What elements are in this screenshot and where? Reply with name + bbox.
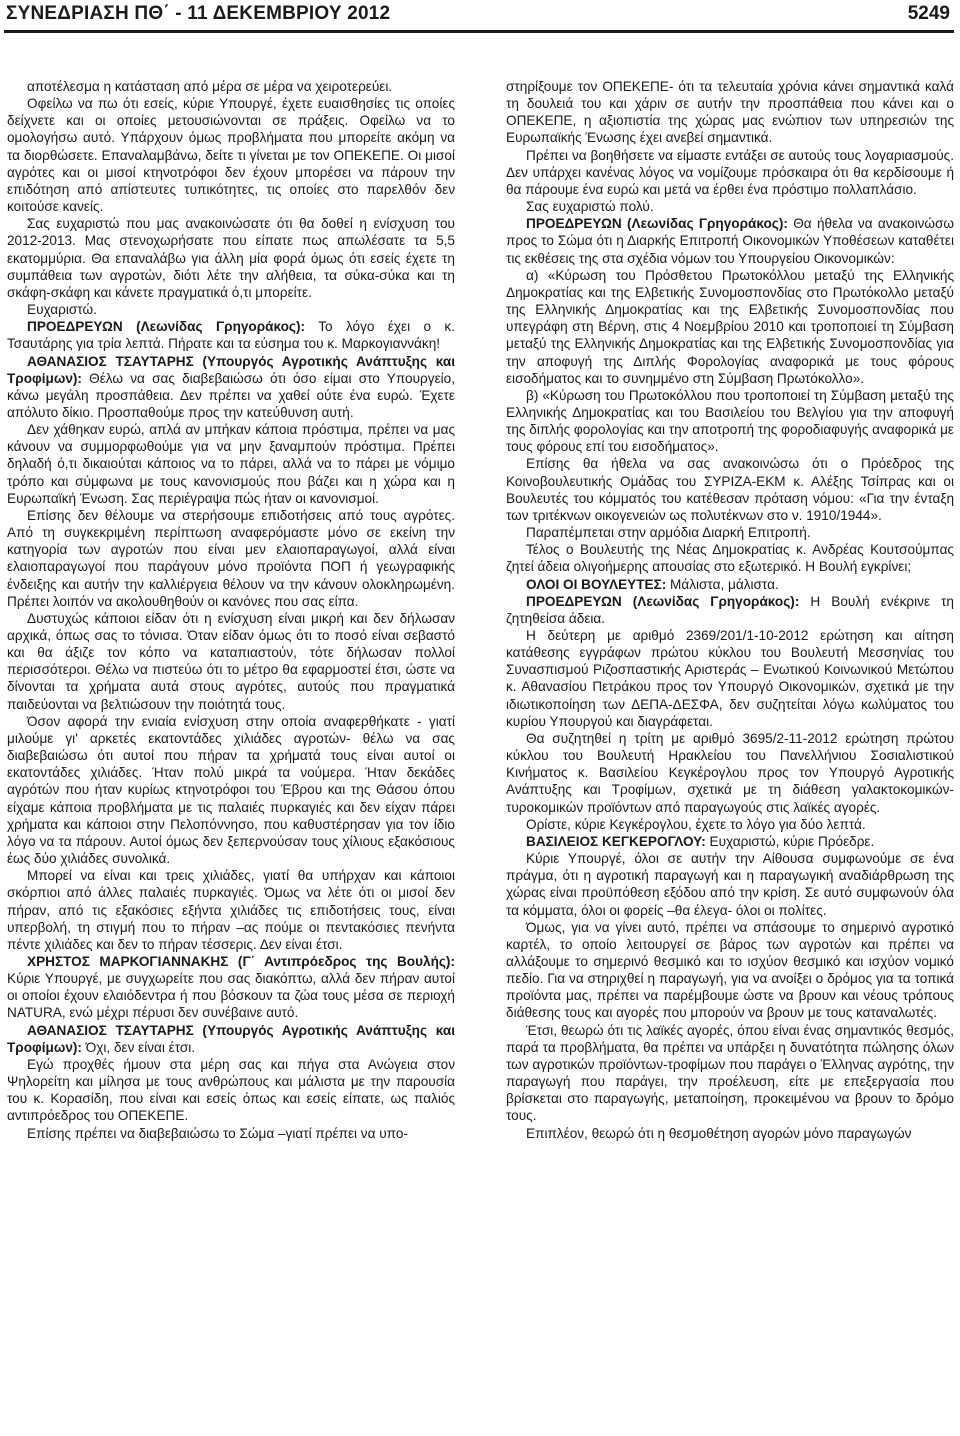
left-column bbox=[7, 78, 455, 1142]
speaker-name: ΒΑΣΙΛΕΙΟΣ ΚΕΓΚΕΡΟΓΛΟΥ: bbox=[526, 833, 706, 849]
paragraph bbox=[506, 267, 954, 387]
speaker-name: ΠΡΟΕΔΡΕΥΩΝ (Λεωνίδας Γρηγοράκος): bbox=[526, 593, 800, 609]
speaker-name: ΠΡΟΕΔΡΕΥΩΝ (Λεωνίδας Γρηγοράκος): bbox=[27, 319, 306, 335]
session-title: ΣΥΝΕΔΡΙΑΣΗ ΠΘ΄ - 11 ΔΕΚΕΜΒΡΙΟΥ 2012 bbox=[6, 3, 391, 24]
paragraph bbox=[7, 1022, 455, 1056]
paragraph bbox=[506, 78, 954, 147]
speaker-name: ΠΡΟΕΔΡΕΥΩΝ (Λεωνίδας Γρηγοράκος): bbox=[526, 216, 788, 232]
paragraph-text: Θέλω να σας διαβεβαιώσω ότι όσο είμαι στο Υπουργείο, κάνω μεγάλη προσπάθεια. Δεν πρέπει να χαθεί ούτε ένα ευρώ. Έχετε απόλυτο δίκιο. Προσπαθούμε προς την κατεύθυνση αυτή. bbox=[7, 370, 455, 420]
paragraph bbox=[7, 953, 455, 1022]
paragraph-text: Όμως, για να γίνει αυτό, πρέπει να σπάσουμε το σημερινό αγροτικό καρτέλ, το οποίο λειτουργεί σε βάρος των αγροτών και πρέπει να αλλάξουμε το σημερινό θεσμικό και το ισχύον θεσμικό και ισχύον νομικό πεδίο. Για να στηριχθεί η παραγωγή, για να ανοίξει ο δρόμος για τα τοπικά προϊόντα μας, πρέπει να παρέμβουμε ώστε να βρουν και νέους τρόπους διάθεσης τους και αγορές που μπορούν να βρουν με τους καταναλωτές. bbox=[506, 919, 954, 1021]
paragraph bbox=[7, 318, 455, 352]
paragraph bbox=[506, 850, 954, 919]
paragraph-text: Όχι, δεν είναι έτσι. bbox=[81, 1039, 196, 1055]
paragraph bbox=[506, 198, 954, 215]
paragraph-text: Το λόγο έχει ο κ. Τσαυτάρης για τρία λεπτά. Πήρατε και τα εύσημα του κ. Μαρκογιαννάκη! bbox=[7, 319, 455, 352]
paragraph bbox=[506, 730, 954, 816]
paragraph bbox=[7, 301, 455, 318]
header-rule bbox=[4, 30, 954, 33]
page-header bbox=[0, 0, 960, 42]
paragraph bbox=[506, 1022, 954, 1125]
paragraph bbox=[506, 833, 954, 850]
paragraph bbox=[506, 593, 954, 627]
paragraph bbox=[7, 78, 455, 95]
paragraph-text: Μπορεί να είναι και τρεις χιλιάδες, γιατί θα υπήρχαν και κάποιοι σκόρπιοι από άλλες παλαιές πυρκαγιές. Όμως να λέτε ότι οι μισοί δεν πήραν, από τις εξακόσιες εξήντα χιλιάδες τις επιδοτήσεις τους, είναι υπερβολή, τη στιγμή που το πήραν –ας πούμε οι πεντακόσιες πενήντα πέντε χιλιάδες και δεν το πήραν τέσσερις. Δεν είναι έτσι. bbox=[7, 868, 455, 952]
paragraph-text: Οφείλω να πω ότι εσείς, κύριε Υπουργέ, έχετε ευαισθησίες τις οποίες δείχνετε και οι οποίες μετουσιώνονται σε πράξεις. Οφείλω να το ομολογήσω αυτό. Υπάρχουν όμως προβλήματα που μπορείτε ακόμη να τα διορθώσετε. Επαναλαμβάνω, δείτε τι γίνεται με τον ΟΠΕΚΕΠΕ. Οι μισοί αγρότες και οι μισοί κτηνοτρόφοι δεν έχουν μπορέσει να πάρουν την επιδότηση από απίστευτες τυπικότητες, τις οποίες στο παρελθόν δεν κοιτούσε κανείς. bbox=[7, 96, 455, 215]
paragraph bbox=[7, 610, 455, 713]
speaker-name: ΑΘΑΝΑΣΙΟΣ ΤΣΑΥΤΑΡΗΣ (Υπουργός Αγροτικής Ανάπτυξης και Τροφίμων): bbox=[7, 353, 455, 386]
paragraph-text: Ευχαριστώ. bbox=[27, 302, 97, 318]
paragraph-text: στηρίξουμε τον ΟΠΕΚΕΠΕ- ότι τα τελευταία χρόνια κάνει σημαντικά καλά τη δουλειά του και χάριν σε αυτήν την προσπάθεια που κάνει και ο ΟΠΕΚΕΠΕ, η αξιοπιστία της χώρας μας ενώπιον των υπηρεσιών της Ευρωπαϊκής Ένωσης έχει ανεβεί σημαντικά. bbox=[506, 79, 954, 146]
paragraph-text: Έτσι, θεωρώ ότι τις λαϊκές αγορές, όπου είναι ένας σημαντικός θεσμός, παρά τα προβλήματα, θα πρέπει να υπάρξει η δυνατότητα πώλησης όλων των αγροτικών προϊόντων-τροφίμων που παράγει ο Έλληνας αγρότης, την παραγωγή που παράγει, την προέλευση, είτε με επεξεργασία που βρίσκεται στο παραγωγής, μεταποίηση, προκειμένου να βρουν το δρόμο τους. bbox=[506, 1022, 954, 1124]
paragraph-text: Πρέπει να βοηθήσετε να είμαστε εντάξει σε αυτούς τους λογαριασμούς. Δεν υπάρχει κανένας λόγος να νομίζουμε πρόσκαιρα ότι θα κερδίσουμε ή θα πάρουμε ένα ευρώ και μετά να έρθει ένα πρόστιμο πολλαπλάσιο. bbox=[506, 147, 954, 197]
paragraph-text: Εγώ προχθές ήμουν στα μέρη σας και πήγα στα Ανώγεια στον Ψηλορείτη και μίλησα με τους ανθρώπους και μάλιστα με την παρουσία του κ. Κορασίδη, που είναι και εσείς όπως και εσείς είπατε, ως παλιός αντιπρόεδρος του ΟΠΕΚΕΠΕ. bbox=[7, 1056, 455, 1124]
paragraph-text: Μάλιστα, μάλιστα. bbox=[666, 576, 779, 592]
paragraph bbox=[7, 1125, 455, 1142]
paragraph bbox=[506, 147, 954, 198]
paragraph-text: Σας ευχαριστώ που μας ανακοινώσατε ότι θα δοθεί η ενίσχυση του 2012-2013. Μας στενοχωρήσατε που είπατε πως απωλέσατε τα 5,5 εκατομμύρια. Θα επαναλάβω για άλλη μία φορά όμως ότι εσείς έχετε τη συμπάθεια των αγροτών, διότι λέτε την αλήθεια, τα σύκα-σύκα και τη σκάφη-σκάφη και κάνετε πραγματικά ό,τι μπορείτε. bbox=[7, 216, 455, 300]
speaker-name: ΟΛΟΙ ΟΙ ΒΟΥΛΕΥΤΕΣ: bbox=[526, 576, 667, 592]
speaker-name: ΧΡΗΣΤΟΣ ΜΑΡΚΟΓΙΑΝΝΑΚΗΣ (Γ΄ Αντιπρόεδρος της Βουλής): bbox=[27, 953, 455, 969]
paragraph bbox=[506, 387, 954, 456]
paragraph-text: Θα ήθελα να ανακοινώσω προς το Σώμα ότι η Διαρκής Επιτροπή Οικονομικών Υποθέσεων καταθέτει τις εκθέσεις της στα σχέδια νόμων του Υπουργείου Οικονομικών: bbox=[506, 216, 955, 266]
paragraph bbox=[506, 919, 954, 1022]
paragraph bbox=[7, 507, 455, 610]
paragraph-text: Η Βουλή ενέκρινε τη ζητηθείσα άδεια. bbox=[506, 593, 954, 626]
paragraph bbox=[506, 627, 954, 730]
paragraph-text: Δεν χάθηκαν ευρώ, απλά αν μπήκαν κάποια πρόστιμα, πρέπει να μας κάνουν να συμμορφωθούμε για να μην ξαναμπούν πρόστιμα. Πρέπει δηλαδή ό,τι δικαιούται κάποιος να το πάρει, αλλά να το πάρει με νόμιμο τρόπο και σύμφωνα με τους κανονισμούς που βάζει και η χώρα και η Ευρωπαϊκή Ένωση. Σας περιέγραψα πώς ήταν οι κανονισμοί. bbox=[7, 422, 455, 506]
paragraph bbox=[506, 455, 954, 524]
paragraph-text: Θα συζητηθεί η τρίτη με αριθμό 3695/2-11-2012 ερώτηση πρώτου κύκλου του Βουλευτή Ηρακλείου του Πανελλήνιου Σοσιαλιστικού Κινήματος κ. Βασιλείου Κεγκέρογλου προς τον Υπουργό Αγροτικής Ανάπτυξης και Τροφίμων, σχετικά με τη διάθεση γαλακτοκομικών-τυροκομικών προϊόντων από παραγωγούς στις λαϊκές αγορές. bbox=[506, 730, 954, 815]
paragraph-text: Παραπέμπεται στην αρμόδια Διαρκή Επιτροπή. bbox=[526, 525, 811, 541]
paragraph bbox=[7, 713, 455, 867]
speaker-name: ΑΘΑΝΑΣΙΟΣ ΤΣΑΥΤΑΡΗΣ (Υπουργός Αγροτικής Ανάπτυξης και Τροφίμων): bbox=[7, 1022, 455, 1055]
paragraph-text: Κύριε Υπουργέ, όλοι σε αυτήν την Αίθουσα συμφωνούμε σε ένα πράγμα, ότι η αγροτική παραγωγή και η παραγωγική αναδιάρθρωση της χώρας είναι προϋπόθεση εξόδου από την κρίση. Σε αυτό συμφωνούν όλα τα κόμματα, όλοι οι φορείς –θα έλεγα- όλοι οι πολίτες. bbox=[506, 851, 954, 918]
paragraph-text: αποτέλεσμα η κατάσταση από μέρα σε μέρα να χειροτερεύει. bbox=[27, 79, 393, 94]
paragraph-text: β) «Κύρωση του Πρωτοκόλλου που τροποποιεί τη Σύμβαση μεταξύ της Ελληνικής Δημοκρατίας και του Βασιλείου του Βελγίου για την αποφυγή της διπλής φορολογίας και την αποτροπή της φοροδιαφυγής αναφορικά με τους φόρους επί του εισοδήματος». bbox=[506, 387, 954, 455]
page-number: 5249 bbox=[907, 3, 950, 24]
paragraph bbox=[7, 1056, 455, 1125]
paragraph bbox=[7, 215, 455, 301]
paragraph bbox=[506, 524, 954, 541]
paragraph bbox=[7, 353, 455, 422]
paragraph bbox=[7, 867, 455, 953]
paragraph-text: Σας ευχαριστώ πολύ. bbox=[526, 199, 654, 215]
paragraph bbox=[506, 541, 954, 575]
paragraph-text: Επίσης πρέπει να διαβεβαιώσω το Σώμα –γιατί πρέπει να υπο- bbox=[27, 1125, 408, 1141]
paragraph bbox=[506, 215, 954, 266]
paragraph-text: α) «Κύρωση του Πρόσθετου Πρωτοκόλλου μεταξύ της Ελληνικής Δημοκρατίας και της Ελβετικής Συνομοσπονδίας στο Πρωτόκολλο μεταξύ της Ελληνικής Δημοκρατίας και της Ελβετικής Συνομοσπονδίας που υπεγράφη στη Βέρνη, στις 4 Νοεμβρίου 2010 και τροποποιεί τη Σύμβαση μεταξύ της Ελληνικής Δημοκρατίας και της Ελβετικής Συνομοσπονδίας για την αποφυγή της Διπλής Φορολογίας αναφορικά με τους φόρους εισοδήματος και το συνημμένο στη Σύμβαση Πρωτόκολλο». bbox=[506, 267, 954, 386]
paragraph-text: Επίσης δεν θέλουμε να στερήσουμε επιδοτήσεις από τους αγρότες. Από τη συγκεκριμένη περίπτωση αναφερόμαστε μόνο σε εκείνη την κατηγορία των αγροτών που είναι μεν ελαιοπαραγωγοί, αλλά είναι ελαιοπαραγωγοί που παράγουν μόνο προϊόντα ΠΟΠ ή γεωγραφικής ένδειξης και αυτήν την καλλιέργεια θέλουν να την κάνουν ολοκληρωμένη. Πρέπει λοιπόν να ακολουθηθούν οι κανόνες που σας είπα. bbox=[7, 507, 455, 609]
paragraph-text: Ορίστε, κύριε Κεγκέρογλου, έχετε το λόγο για δύο λεπτά. bbox=[526, 816, 866, 832]
paragraph-text: Δυστυχώς κάποιοι είδαν ότι η ενίσχυση είναι μικρή και δεν δήλωσαν αρχικά, όπως σας το τόνισα. Όταν είδαν όμως ότι το ποσό είναι σεβαστό και θα άξιζε τον κόπο να καταπιαστούν, τότε δήλωσαν πολλοί περισσότεροι. Θέλω να πιστεύω ότι το μέτρο θα εφαρμοστεί έτσι, ώστε να δίνονται τα χρήματα αυτά στους αγρότες, αυτούς που πραγματικά παιδεύονται να βελτιώσουν την ποιότητά τους. bbox=[7, 610, 455, 712]
paragraph-text: Κύριε Υπουργέ, με συγχωρείτε που σας διακόπτω, αλλά δεν πήραν αυτοί οι οποίοι έχουν ελαιόδεντρα ή που βόσκουν τα ζώα τους μέσα σε περιοχή NATURA, ενώ μέχρι πέρυσι δεν συνέβαινε αυτό. bbox=[7, 971, 455, 1021]
paragraph-text: Ευχαριστώ, κύριε Πρόεδρε. bbox=[705, 833, 875, 849]
paragraph-text: Επιπλέον, θεωρώ ότι η θεσμοθέτηση αγορών μόνο παραγωγών bbox=[526, 1125, 912, 1141]
paragraph-text: Όσον αφορά την ενιαία ενίσχυση στην οποία αναφερθήκατε - γιατί μιλούμε γι' αρκετές εκατοντάδες χιλιάδες αγροτών- θέλω να σας διαβεβαιώσω ότι αυτοί που πήραν τα χρήματά τους είναι αυτοί οι εκατοντάδες χιλιάδες. Ήταν πολύ μικρά τα νούμερα. Ήταν δεκάδες αγρότών που ήταν κυρίως κτηνοτρόφοι του Έβρου και της Θάσου όπου είχαμε κάποια προβλήματα με τις παλαιές πυρκαγιές και δεν είχαν πάρει χρήματα και κάποιοι στην Πελοπόννησο, που καθυστέρησαν για τον ίδιο λόγο να τα πάρουν. Αυτοί όμως δεν ξεπερνούσαν τους χίλιους εξακόσιους έως δύο χιλιάδες συνολικά. bbox=[7, 713, 455, 867]
paragraph-text: Η δεύτερη με αριθμό 2369/201/1-10-2012 ερώτηση και αίτηση κατάθεσης εγγράφων πρώτου κύκλου του Βουλευτή Μεσσηνίας του Συνασπισμού Ριζοσπαστικής Αριστεράς – Ενωτικού Κοινωνικού Μετώπου κ. Αθανασίου Πετράκου προς τον Υπουργό Οικονομικών, σχετικά με την ιδιωτικοποίηση των ΔΕΠΑ-ΔΕΣΦΑ, δεν συζητείται λόγω κωλύματος του κυρίου Υπουργού και διαγράφεται. bbox=[506, 628, 954, 729]
right-column bbox=[506, 78, 954, 1142]
paragraph-text: Τέλος ο Βουλευτής της Νέας Δημοκρατίας κ. Ανδρέας Κουτσούμπας ζητεί άδεια ολιγοήμερης απουσίας στο εξωτερικό. Η Βουλή εγκρίνει; bbox=[506, 542, 954, 575]
paragraph bbox=[506, 576, 954, 593]
paragraph bbox=[506, 816, 954, 833]
paragraph bbox=[7, 95, 455, 215]
paragraph-text: Επίσης θα ήθελα να σας ανακοινώσω ότι ο Πρόεδρος της Κοινοβουλευτικής Ομάδας του ΣΥΡΙΖΑ-ΕΚΜ κ. Αλέξης Τσίπρας και οι Βουλευτές του κόμματός του κατέθεσαν πρόταση νόμου: «Για την ένταξη των τριτέκνων οικογενειών ως πολυτέκνων στο ν. 1910/1944». bbox=[506, 456, 954, 523]
paragraph bbox=[506, 1125, 954, 1142]
paragraph bbox=[7, 421, 455, 507]
